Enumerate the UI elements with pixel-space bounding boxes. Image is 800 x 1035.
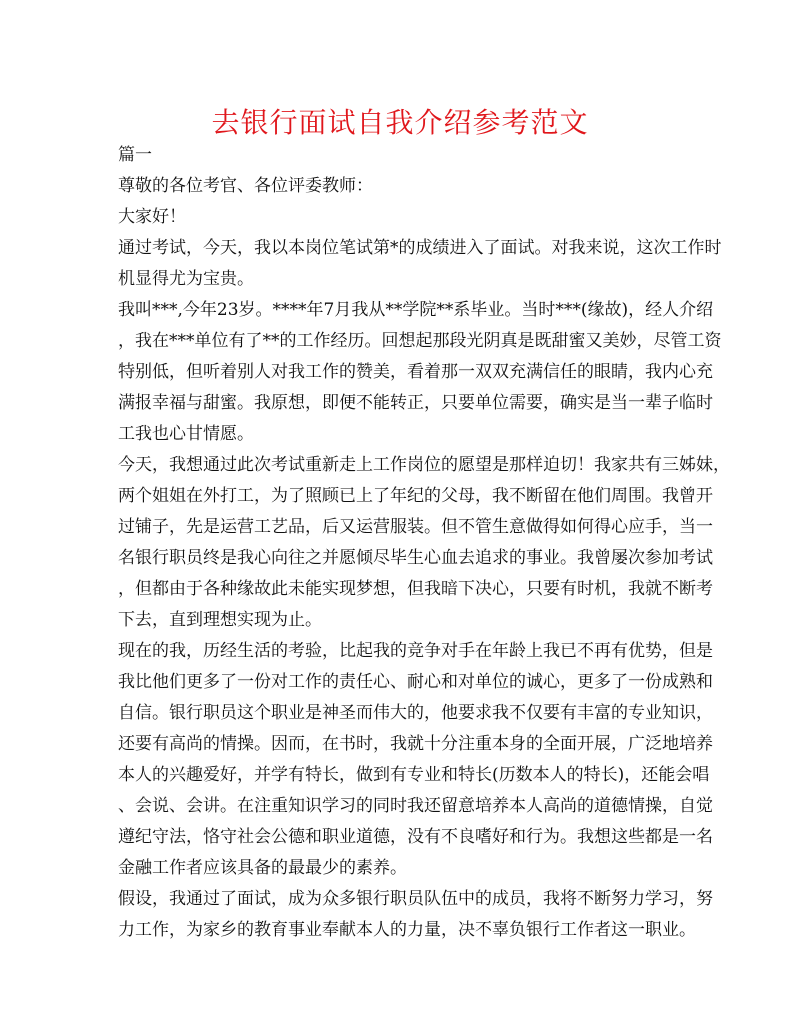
paragraph-line: 两个姐姐在外打工，为了照顾已上了年纪的父母，我不断留在他们周围。我曾开	[118, 486, 713, 506]
paragraph-line: 下去，直到理想实现为止。	[118, 610, 322, 630]
paragraph-line: 特别低，但听着别人对我工作的赞美，看着那一双双充满信任的眼睛，我内心充	[118, 362, 713, 382]
paragraph-line: 现在的我，历经生活的考验，比起我的竞争对手在年龄上我已不再有优势，但是	[118, 641, 713, 661]
paragraph-line: 本人的兴趣爱好，并学有特长，做到有专业和特长(历数本人的特长)，还能会唱	[118, 765, 710, 785]
paragraph-line: 遵纪守法，恪守社会公德和职业道德，没有不良嗜好和行为。我想这些都是一名	[118, 827, 713, 847]
paragraph-line: 今天，我想通过此次考试重新走上工作岗位的愿望是那样迫切！我家共有三姊妹，	[118, 455, 730, 475]
document-body	[118, 140, 730, 946]
paragraph-line: 机显得尤为宝贵。	[118, 269, 254, 289]
paragraph-line: 我叫***,今年23岁。****年7月我从**学院**系毕业。当时***(缘故)，经人介绍	[118, 300, 714, 320]
paragraph-line: 尊敬的各位考官、各位评委教师：	[118, 176, 373, 196]
paragraph-line: 我比他们更多了一份对工作的责任心、耐心和对单位的诚心，更多了一份成熟和	[118, 672, 713, 692]
document-title: 去银行面试自我介绍参考范文	[211, 106, 589, 139]
paragraph-line: 自信。银行职员这个职业是神圣而伟大的，他要求我不仅要有丰富的专业知识，	[118, 703, 713, 723]
paragraph-line: 名银行职员终是我心向往之并愿倾尽毕生心血去追求的事业。我曾屡次参加考试	[118, 548, 713, 568]
paragraph-line: ，但都由于各种缘故此未能实现梦想，但我暗下决心，只要有时机，我就不断考	[118, 579, 713, 599]
paragraph-line: 力工作，为家乡的教育事业奉献本人的力量，决不辜负银行工作者这一职业。	[118, 920, 696, 940]
paragraph-line: 假设，我通过了面试，成为众多银行职员队伍中的成员，我将不断努力学习，努	[118, 889, 713, 909]
paragraph-line: 金融工作者应该具备的最最少的素养。	[118, 858, 407, 878]
paragraph-line: 篇一	[118, 145, 152, 165]
paragraph-line: 过铺子，先是运营工艺品，后又运营服装。但不管生意做得如何得心应手，当一	[118, 517, 713, 537]
paragraph-line: 满报幸福与甜蜜。我原想，即便不能转正，只要单位需要，确实是当一辈子临时	[118, 393, 713, 413]
paragraph-line: ，我在***单位有了**的工作经历。回想起那段光阴真是既甜蜜又美妙，尽管工资	[118, 331, 722, 351]
paragraph-line: 工我也心甘情愿。	[118, 424, 254, 444]
paragraph-line: 、会说、会讲。在注重知识学习的同时我还留意培养本人高尚的道德情操，自觉	[118, 796, 713, 816]
paragraph-line: 大家好！	[118, 207, 186, 227]
paragraph-line: 还要有高尚的情操。因而，在书时，我就十分注重本身的全面开展，广泛地培养	[118, 734, 713, 754]
paragraph-line: 通过考试，今天，我以本岗位笔试第*的成绩进入了面试。对我来说，这次工作时	[118, 238, 722, 258]
